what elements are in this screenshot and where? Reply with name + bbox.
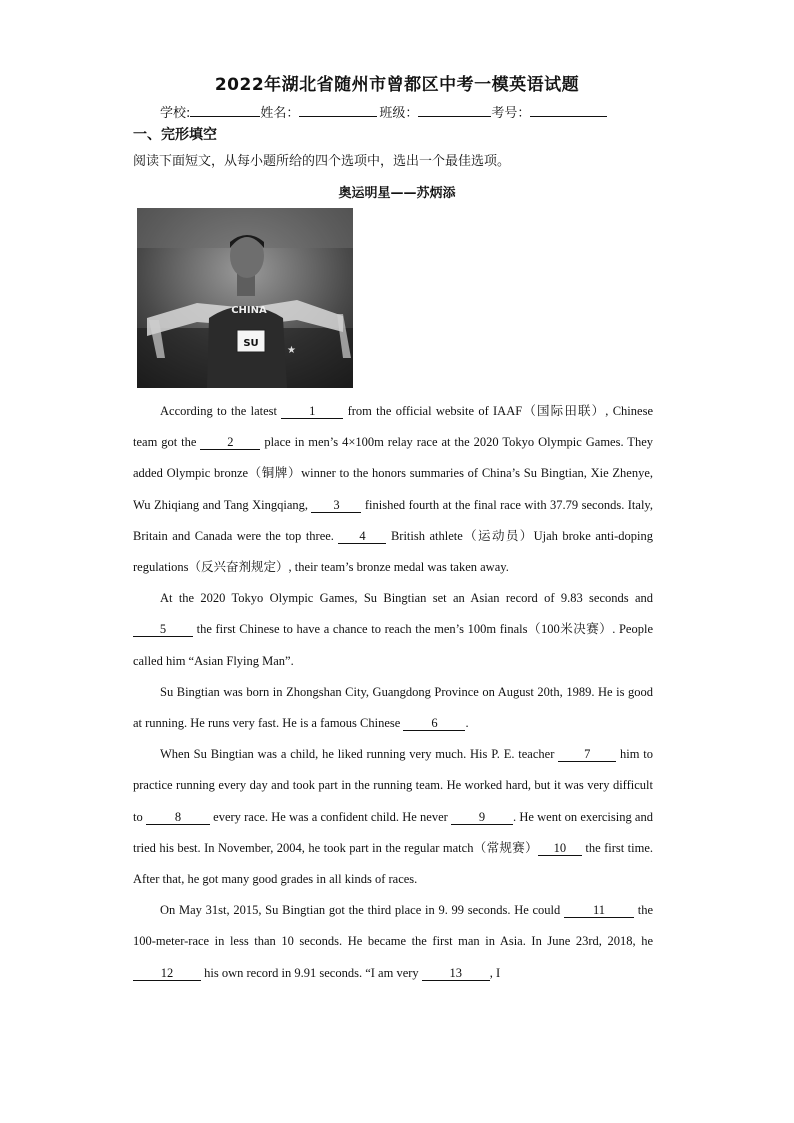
blank-2[interactable]: 2 xyxy=(200,435,260,450)
exam-title: 2022年湖北省随州市曾都区中考一模英语试题 xyxy=(214,75,580,95)
blank-5[interactable]: 5 xyxy=(133,622,193,637)
section-heading: 一、完形填空 xyxy=(133,127,217,143)
blank-9[interactable]: 9 xyxy=(451,810,513,825)
shirt-text: CHINA xyxy=(231,305,267,316)
exam-number-label: 考号： xyxy=(491,106,531,121)
passage-body xyxy=(133,396,653,989)
exam-number-field[interactable] xyxy=(530,104,607,117)
blank-8[interactable]: 8 xyxy=(146,810,210,825)
svg-text:★: ★ xyxy=(287,345,296,356)
school-field[interactable] xyxy=(190,104,260,117)
student-info-row xyxy=(160,102,607,121)
athlete-photo xyxy=(137,208,353,388)
athlete-photo-graphic xyxy=(137,208,353,388)
section-instruction: 阅读下面短文，从每小题所给的四个选项中，选出一个最佳选项。 xyxy=(133,154,511,169)
name-label: 姓名： xyxy=(260,106,300,121)
bib-number: SU xyxy=(243,338,259,349)
passage-paragraph: Su Bingtian was born in Zhongshan City, Guangdong Province on August 20th, 1989. He is good at running. He runs very fast. He is a famous Chinese 6 . xyxy=(133,684,653,731)
passage-paragraph: On May 31st, 2015, Su Bingtian got the third place in 9. 99 seconds. He could 11 the 100-meter-race in less than 10 seconds. He became the first man in Asia. In June 23rd, 2018, he 12 his own record in 9.91 seconds. “I am very 13 , I xyxy=(133,903,653,980)
class-label: 班级： xyxy=(379,106,419,121)
passage-paragraph: According to the latest 1 from the official website of IAAF（国际田联）, Chinese team got the 2 place in men’s 4×100m relay race at the 2020 Tokyo Olympic Games. They added Olympic bronze（铜牌）winner to the honors summaries of China’s Su Bingtian, Xie Zhenye, Wu Zhiqiang and Tang Xingqiang, 3 finished fourth at the final race with 37.79 seconds. Italy, Britain and Canada were the top three. 4 British athlete（运动员）Ujah broke anti-doping regulations（反兴奋剂规定）, their team’s bronze medal was taken away. xyxy=(133,404,653,575)
blank-7[interactable]: 7 xyxy=(558,747,616,762)
class-field[interactable] xyxy=(418,104,491,117)
blank-12[interactable]: 12 xyxy=(133,966,201,981)
blank-4[interactable]: 4 xyxy=(338,529,386,544)
passage-paragraph: At the 2020 Tokyo Olympic Games, Su Bingtian set an Asian record of 9.83 seconds and 5 the first Chinese to have a chance to reach the men’s 100m finals（100米决赛）. People called him “Asian Flying Man”. xyxy=(133,591,653,668)
passage-paragraph: When Su Bingtian was a child, he liked running very much. His P. E. teacher 7 him to practice running every day and took part in the running team. He worked hard, but it was very difficult to 8 every race. He was a confident child. He never 9 . He went on exercising and tried his best. In November, 2004, he took part in the regular match（常规赛） 10 the first time. After that, he got many good grades in all kinds of races. xyxy=(133,747,654,887)
blank-10[interactable]: 10 xyxy=(538,841,582,856)
school-label: 学校: xyxy=(160,106,191,121)
blank-13[interactable]: 13 xyxy=(422,966,490,981)
blank-11[interactable]: 11 xyxy=(564,903,634,918)
passage-title: 奥运明星——苏炳添 xyxy=(338,186,456,201)
blank-1[interactable]: 1 xyxy=(281,404,343,419)
blank-3[interactable]: 3 xyxy=(311,498,361,513)
name-field[interactable] xyxy=(299,104,377,117)
blank-6[interactable]: 6 xyxy=(403,716,465,731)
